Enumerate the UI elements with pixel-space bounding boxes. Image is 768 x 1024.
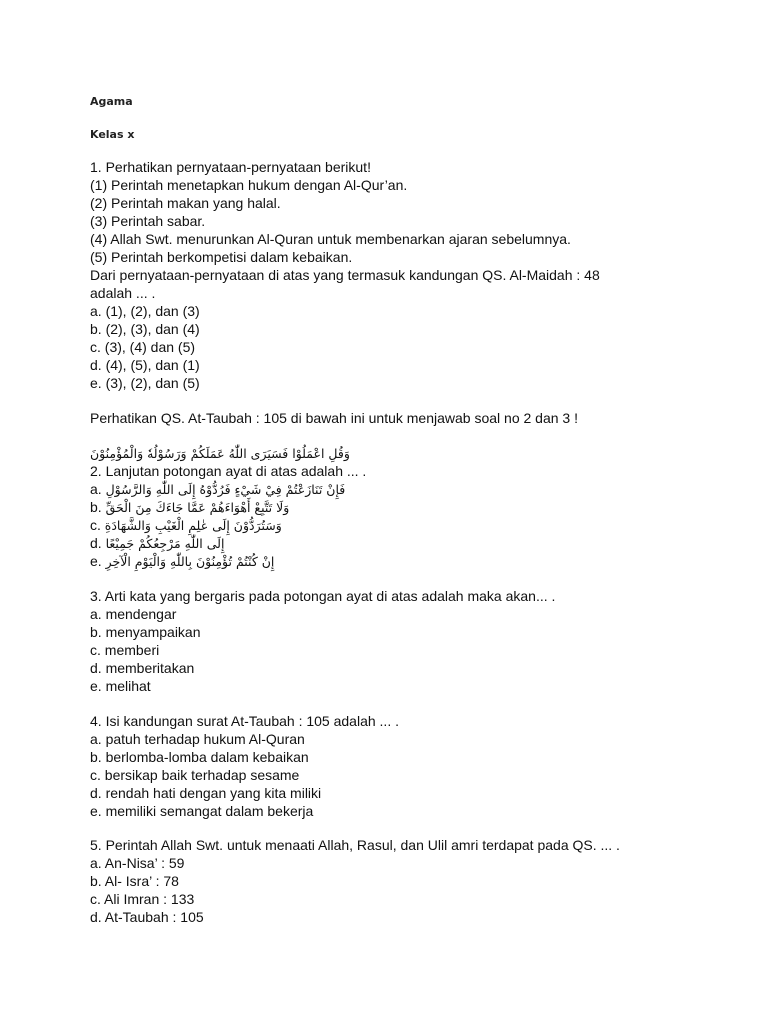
option-label: e.: [90, 553, 102, 569]
question-3-stem: 3. Arti kata yang bergaris pada potongan ayat di atas adalah maka akan... .: [90, 588, 556, 604]
question-3-option-e: e. melihat: [90, 678, 151, 694]
question-3-option-a: a. mendengar: [90, 606, 177, 622]
option-label: b.: [90, 499, 102, 515]
question-2-stem: 2. Lanjutan potongan ayat di atas adalah ... .: [90, 463, 367, 479]
question-4-option-a: a. patuh terhadap hukum Al-Quran: [90, 731, 305, 747]
question-3-option-d: d. memberitakan: [90, 660, 195, 676]
question-5-option-b: b. Al- Isra’ : 78: [90, 873, 179, 889]
question-2-option-a: [90, 480, 730, 498]
option-label: a.: [90, 481, 102, 497]
option-label: d.: [90, 535, 102, 551]
question-4: [90, 712, 730, 820]
statement-2: (2) Perintah makan yang halal.: [90, 195, 281, 211]
question-5-stem: 5. Perintah Allah Swt. untuk menaati Allah, Rasul, dan Ulil amri terdapat pada QS. ... .: [90, 837, 620, 853]
option-arabic-text: وَسَتُرَدُّوْنَ إِلَى عٰلِمِ الْغَيْبِ وَالشَّهَادَةِ: [104, 518, 282, 533]
question-4-option-d: d. rendah hati dengan yang kita miliki: [90, 785, 322, 801]
question-1: [90, 158, 730, 392]
statement-5: (5) Perintah berkompetisi dalam kebaikan.: [90, 249, 353, 265]
question-1-stem: 1. Perhatikan pernyataan-pernyataan berikut!: [90, 159, 371, 175]
statement-3: (3) Perintah sabar.: [90, 213, 206, 229]
statement-4: (4) Allah Swt. menurunkan Al-Quran untuk membenarkan ajaran sebelumnya.: [90, 231, 571, 247]
question-1-prompt-line-2: adalah ... .: [90, 285, 156, 301]
question-2-option-d: [90, 534, 730, 552]
question-2: [90, 444, 730, 570]
question-5-option-d: d. At-Taubah : 105: [90, 909, 204, 925]
question-1-option-e: e. (3), (2), dan (5): [90, 375, 200, 391]
question-4-option-b: b. berlomba-lomba dalam kebaikan: [90, 749, 309, 765]
question-4-stem: 4. Isi kandungan surat At-Taubah : 105 adalah ... .: [90, 713, 399, 729]
passage-instruction: [90, 409, 730, 427]
ayah-text: وَقُلِ اعْمَلُوْا فَسَيَرَى اللّٰهُ عَمَلَكُمْ وَرَسُوْلُهٗ وَالْمُؤْمِنُوْنَ: [90, 446, 350, 461]
passage-instruction-text: Perhatikan QS. At-Taubah : 105 di bawah ini untuk menjawab soal no 2 dan 3 !: [90, 410, 578, 426]
option-arabic-text: فَإِنْ تَنَازَعْتُمْ فِيْ شَيْءٍ فَرُدُّوْهُ إِلَى اللّٰهِ وَالرَّسُوْلِ: [105, 482, 346, 497]
question-2-option-c: [90, 516, 730, 534]
question-1-option-b: b. (2), (3), dan (4): [90, 321, 200, 337]
option-arabic-text: إِلَى اللّٰهِ مَرْجِعُكُمْ جَمِيْعًا: [105, 536, 225, 551]
option-label: c.: [90, 517, 101, 533]
question-1-option-c: c. (3), (4) dan (5): [90, 339, 196, 355]
question-3-option-c: c. memberi: [90, 642, 160, 658]
question-3: [90, 587, 730, 695]
question-5-option-c: c. Ali Imran : 133: [90, 891, 195, 907]
question-1-option-d: d. (4), (5), dan (1): [90, 357, 200, 373]
question-4-option-e: e. memiliki semangat dalam bekerja: [90, 803, 314, 819]
question-5-option-a: a. An-Nisa’ : 59: [90, 855, 185, 871]
statement-1: (1) Perintah menetapkan hukum dengan Al-Qur’an.: [90, 177, 408, 193]
question-2-option-e: [90, 552, 730, 570]
question-1-option-a: a. (1), (2), dan (3): [90, 303, 200, 319]
ayah-line: [90, 444, 730, 462]
question-2-option-b: [90, 498, 730, 516]
subject-heading: Agama: [90, 95, 133, 108]
question-5: [90, 836, 730, 926]
option-arabic-text: وَلَا تَتَّبِعْ أَهْوَاءَهُمْ عَمَّا جَاءَكَ مِنَ الْحَقِّ: [105, 500, 290, 515]
question-1-prompt-line-1: Dari pernyataan-pernyataan di atas yang termasuk kandungan QS. Al-Maidah : 48: [90, 267, 600, 283]
question-3-option-b: b. menyampaikan: [90, 624, 201, 640]
option-arabic-text: إِنْ كُنْتُمْ تُؤْمِنُوْنَ بِاللّٰهِ وَالْيَوْمِ الْآخِرِ: [105, 554, 275, 569]
class-heading: Kelas x: [90, 128, 135, 141]
question-4-option-c: c. bersikap baik terhadap sesame: [90, 767, 300, 783]
